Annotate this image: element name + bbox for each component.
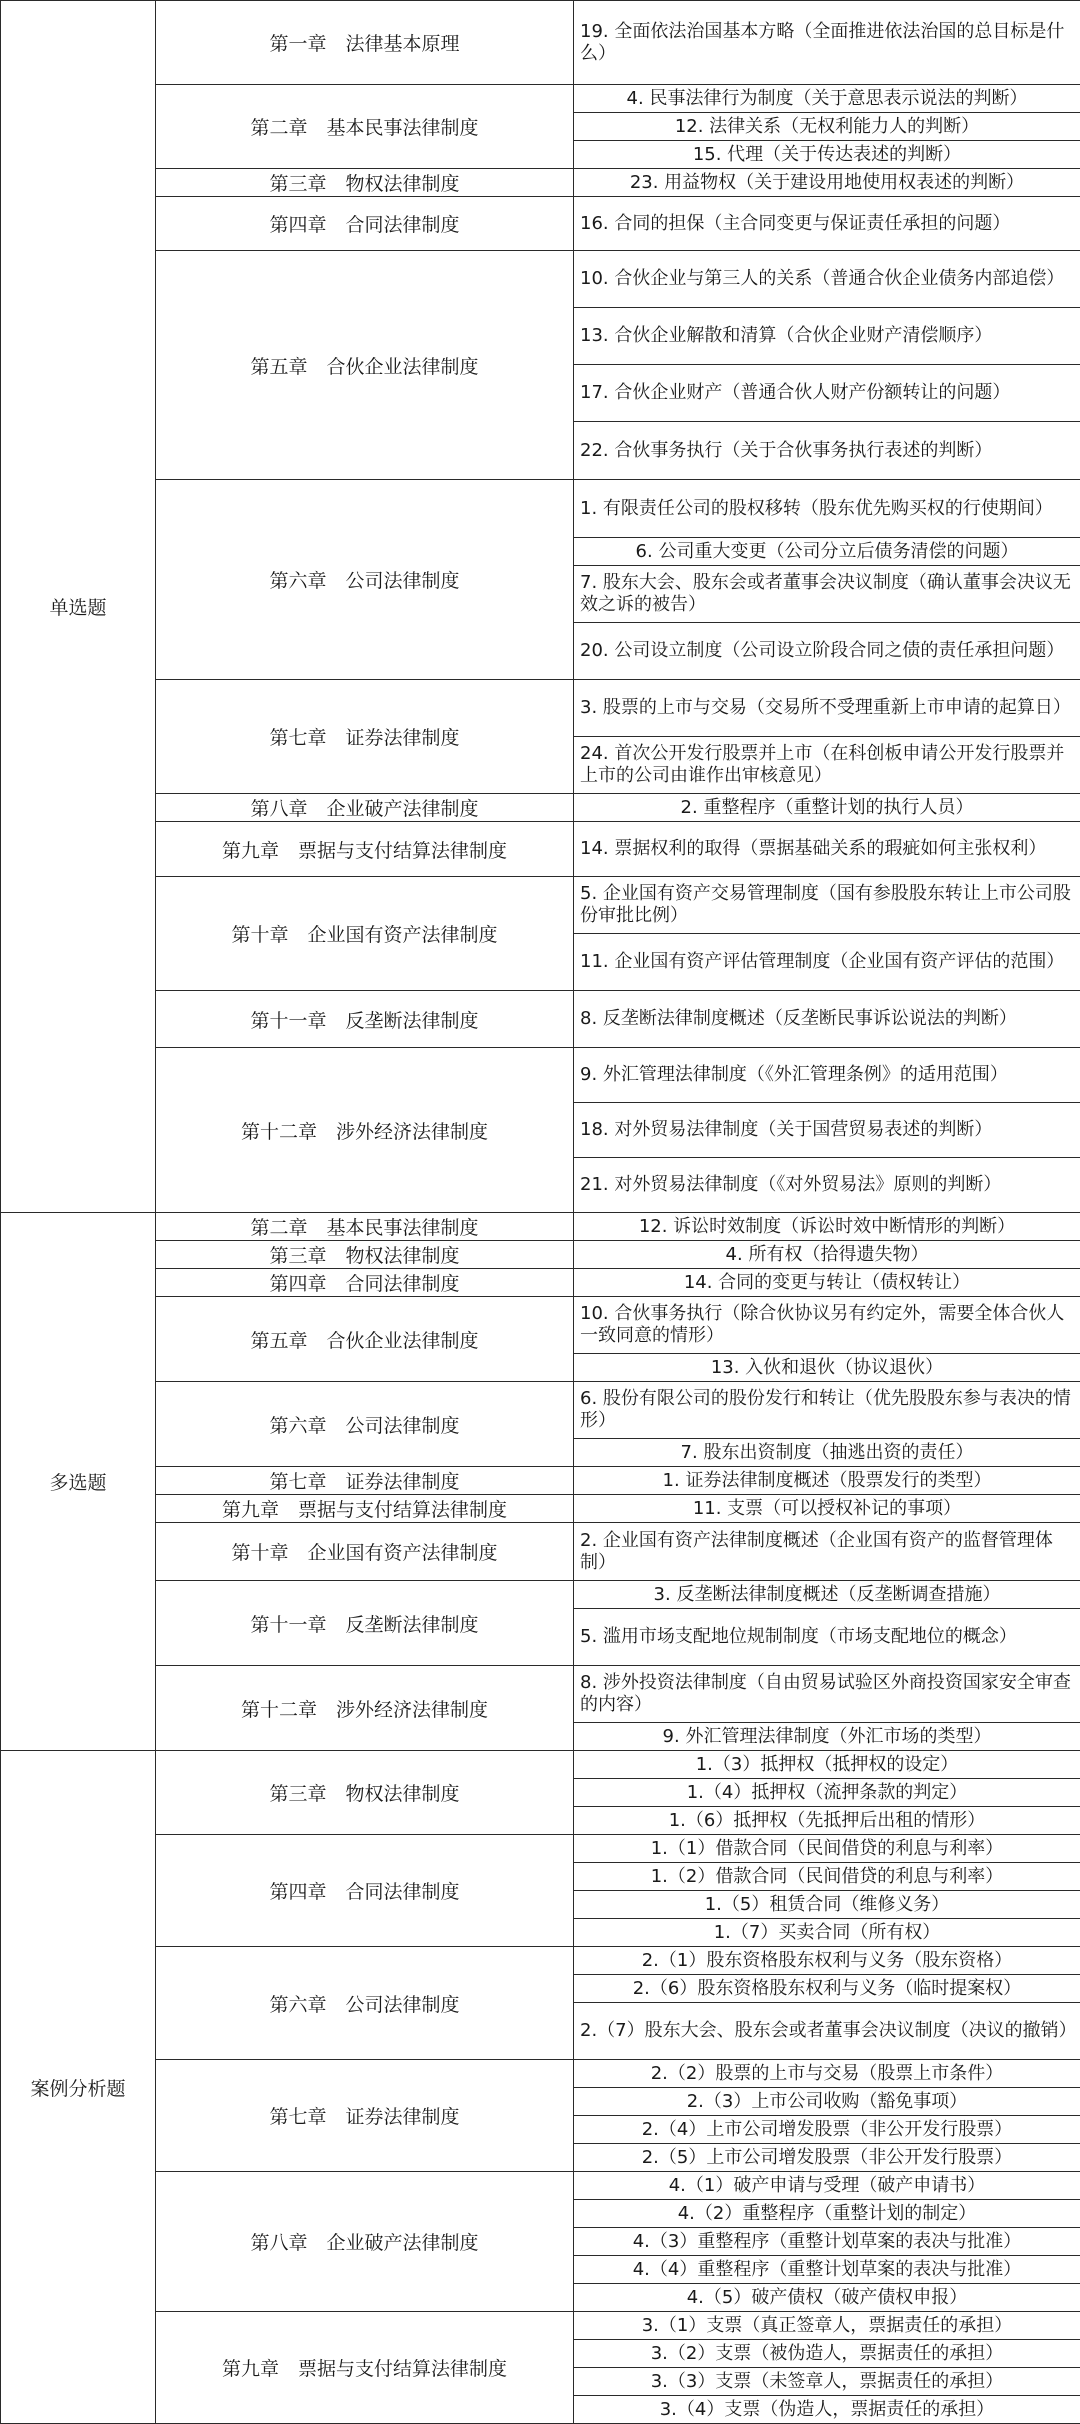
chapter-cell: 第五章 合伙企业法律制度 <box>156 1297 574 1382</box>
table-row <box>1 1 1080 85</box>
table-row <box>1 794 1080 822</box>
table-row <box>1 680 1080 737</box>
chapter-cell: 第七章 证券法律制度 <box>156 680 574 794</box>
chapter-cell: 第一章 法律基本原理 <box>156 1 574 85</box>
table-row <box>1 1269 1080 1297</box>
chapter-cell: 第十二章 涉外经济法律制度 <box>156 1666 574 1751</box>
topic-cell: 14. 合同的变更与转让（债权转让） <box>574 1269 1080 1297</box>
topic-cell: 3. 反垄断法律制度概述（反垄断调查措施） <box>574 1581 1080 1609</box>
chapter-cell: 第九章 票据与支付结算法律制度 <box>156 822 574 877</box>
topic-cell: 2.（7）股东大会、股东会或者董事会决议制度（决议的撤销） <box>574 2003 1080 2060</box>
topic-cell: 2.（4）上市公司增发股票（非公开发行股票） <box>574 2116 1080 2144</box>
chapter-cell: 第三章 物权法律制度 <box>156 169 574 197</box>
topic-cell: 3.（3）支票（未签章人，票据责任的承担） <box>574 2368 1080 2396</box>
topic-cell: 1.（6）抵押权（先抵押后出租的情形） <box>574 1807 1080 1835</box>
topic-cell: 24. 首次公开发行股票并上市（在科创板申请公开发行股票并上市的公司由谁作出审核意见） <box>574 737 1080 794</box>
topic-cell: 4.（5）破产债权（破产债权申报） <box>574 2284 1080 2312</box>
topic-cell: 3.（1）支票（真正签章人，票据责任的承担） <box>574 2312 1080 2340</box>
topic-cell: 3.（4）支票（伪造人，票据责任的承担） <box>574 2396 1080 2424</box>
table-row <box>1 1297 1080 1354</box>
topic-cell: 1. 有限责任公司的股权移转（股东优先购买权的行使期间） <box>574 480 1080 538</box>
topic-cell: 19. 全面依法治国基本方略（全面推进依法治国的总目标是什么） <box>574 1 1080 85</box>
topic-cell: 1.（2）借款合同（民间借贷的利息与利率） <box>574 1863 1080 1891</box>
topic-cell: 9. 外汇管理法律制度（外汇市场的类型） <box>574 1723 1080 1751</box>
chapter-cell: 第四章 合同法律制度 <box>156 1835 574 1947</box>
topic-cell: 3.（2）支票（被伪造人，票据责任的承担） <box>574 2340 1080 2368</box>
chapter-cell: 第三章 物权法律制度 <box>156 1241 574 1269</box>
table-row <box>1 1581 1080 1609</box>
chapter-cell: 第四章 合同法律制度 <box>156 1269 574 1297</box>
topic-cell: 20. 公司设立制度（公司设立阶段合同之债的责任承担问题） <box>574 623 1080 680</box>
chapter-cell: 第六章 公司法律制度 <box>156 480 574 680</box>
topic-cell: 1.（5）租赁合同（维修义务） <box>574 1891 1080 1919</box>
table-row <box>1 251 1080 308</box>
topic-cell: 11. 支票（可以授权补记的事项） <box>574 1495 1080 1523</box>
question-type-cell: 多选题 <box>1 1213 156 1751</box>
table-row <box>1 85 1080 113</box>
topic-cell: 6. 公司重大变更（公司分立后债务清偿的问题） <box>574 538 1080 566</box>
topic-cell: 10. 合伙事务执行（除合伙协议另有约定外，需要全体合伙人一致同意的情形） <box>574 1297 1080 1354</box>
topic-cell: 8. 涉外投资法律制度（自由贸易试验区外商投资国家安全审查的内容） <box>574 1666 1080 1723</box>
table-row <box>1 1213 1080 1241</box>
chapter-cell: 第十一章 反垄断法律制度 <box>156 1581 574 1666</box>
topic-cell: 12. 诉讼时效制度（诉讼时效中断情形的判断） <box>574 1213 1080 1241</box>
topic-cell: 1. 证券法律制度概述（股票发行的类型） <box>574 1467 1080 1495</box>
chapter-cell: 第八章 企业破产法律制度 <box>156 794 574 822</box>
table-row <box>1 1751 1080 1779</box>
topic-cell: 4.（4）重整程序（重整计划草案的表决与批准） <box>574 2256 1080 2284</box>
topic-cell: 10. 合伙企业与第三人的关系（普通合伙企业债务内部追偿） <box>574 251 1080 308</box>
table-row <box>1 2312 1080 2340</box>
topic-cell: 1.（7）买卖合同（所有权） <box>574 1919 1080 1947</box>
topic-cell: 2.（1）股东资格股东权利与义务（股东资格） <box>574 1947 1080 1975</box>
topic-cell: 2.（5）上市公司增发股票（非公开发行股票） <box>574 2144 1080 2172</box>
topic-cell: 4.（2）重整程序（重整计划的制定） <box>574 2200 1080 2228</box>
topic-cell: 23. 用益物权（关于建设用地使用权表述的判断） <box>574 169 1080 197</box>
topic-cell: 9. 外汇管理法律制度（《外汇管理条例》的适用范围） <box>574 1048 1080 1103</box>
topic-cell: 1.（4）抵押权（流押条款的判定） <box>574 1779 1080 1807</box>
exam-topic-table-body <box>1 1 1080 2424</box>
topic-cell: 21. 对外贸易法律制度（《对外贸易法》原则的判断） <box>574 1158 1080 1213</box>
table-row <box>1 1835 1080 1863</box>
chapter-cell: 第二章 基本民事法律制度 <box>156 1213 574 1241</box>
topic-cell: 5. 滥用市场支配地位规制制度（市场支配地位的概念） <box>574 1609 1080 1666</box>
topic-cell: 7. 股东出资制度（抽逃出资的责任） <box>574 1439 1080 1467</box>
topic-cell: 1.（1）借款合同（民间借贷的利息与利率） <box>574 1835 1080 1863</box>
topic-cell: 16. 合同的担保（主合同变更与保证责任承担的问题） <box>574 197 1080 251</box>
table-row <box>1 169 1080 197</box>
topic-cell: 18. 对外贸易法律制度（关于国营贸易表述的判断） <box>574 1103 1080 1158</box>
topic-cell: 7. 股东大会、股东会或者董事会决议制度（确认董事会决议无效之诉的被告） <box>574 566 1080 623</box>
chapter-cell: 第十章 企业国有资产法律制度 <box>156 877 574 991</box>
topic-cell: 13. 入伙和退伙（协议退伙） <box>574 1354 1080 1382</box>
table-row <box>1 1467 1080 1495</box>
topic-cell: 13. 合伙企业解散和清算（合伙企业财产清偿顺序） <box>574 308 1080 365</box>
chapter-cell: 第九章 票据与支付结算法律制度 <box>156 2312 574 2424</box>
topic-cell: 2.（2）股票的上市与交易（股票上市条件） <box>574 2060 1080 2088</box>
chapter-cell: 第二章 基本民事法律制度 <box>156 85 574 169</box>
topic-cell: 22. 合伙事务执行（关于合伙事务执行表述的判断） <box>574 422 1080 480</box>
table-row <box>1 1495 1080 1523</box>
chapter-cell: 第五章 合伙企业法律制度 <box>156 251 574 480</box>
topic-cell: 5. 企业国有资产交易管理制度（国有参股股东转让上市公司股份审批比例） <box>574 877 1080 934</box>
question-type-cell: 单选题 <box>1 1 156 1213</box>
topic-cell: 3. 股票的上市与交易（交易所不受理重新上市申请的起算日） <box>574 680 1080 737</box>
table-row <box>1 991 1080 1048</box>
chapter-cell: 第八章 企业破产法律制度 <box>156 2172 574 2312</box>
topic-cell: 4.（3）重整程序（重整计划草案的表决与批准） <box>574 2228 1080 2256</box>
topic-cell: 12. 法律关系（无权利能力人的判断） <box>574 113 1080 141</box>
topic-cell: 2. 企业国有资产法律制度概述（企业国有资产的监督管理体制） <box>574 1523 1080 1581</box>
chapter-cell: 第十章 企业国有资产法律制度 <box>156 1523 574 1581</box>
topic-cell: 8. 反垄断法律制度概述（反垄断民事诉讼说法的判断） <box>574 991 1080 1048</box>
chapter-cell: 第六章 公司法律制度 <box>156 1947 574 2060</box>
table-row <box>1 877 1080 934</box>
table-row <box>1 2172 1080 2200</box>
topic-cell: 4. 所有权（拾得遗失物） <box>574 1241 1080 1269</box>
chapter-cell: 第十一章 反垄断法律制度 <box>156 991 574 1048</box>
topic-cell: 1.（3）抵押权（抵押权的设定） <box>574 1751 1080 1779</box>
topic-cell: 2.（6）股东资格股东权利与义务（临时提案权） <box>574 1975 1080 2003</box>
question-type-cell: 案例分析题 <box>1 1751 156 2424</box>
topic-cell: 2. 重整程序（重整计划的执行人员） <box>574 794 1080 822</box>
table-row <box>1 822 1080 877</box>
chapter-cell: 第七章 证券法律制度 <box>156 2060 574 2172</box>
table-row <box>1 1523 1080 1581</box>
topic-cell: 11. 企业国有资产评估管理制度（企业国有资产评估的范围） <box>574 934 1080 991</box>
topic-cell: 15. 代理（关于传达表述的判断） <box>574 141 1080 169</box>
table-row <box>1 1666 1080 1723</box>
table-row <box>1 1947 1080 1975</box>
topic-cell: 4.（1）破产申请与受理（破产申请书） <box>574 2172 1080 2200</box>
chapter-cell: 第六章 公司法律制度 <box>156 1382 574 1467</box>
table-row <box>1 1382 1080 1439</box>
topic-cell: 4. 民事法律行为制度（关于意思表示说法的判断） <box>574 85 1080 113</box>
table-row <box>1 480 1080 538</box>
chapter-cell: 第七章 证券法律制度 <box>156 1467 574 1495</box>
topic-cell: 17. 合伙企业财产（普通合伙人财产份额转让的问题） <box>574 365 1080 422</box>
table-row <box>1 1048 1080 1103</box>
chapter-cell: 第十二章 涉外经济法律制度 <box>156 1048 574 1213</box>
chapter-cell: 第四章 合同法律制度 <box>156 197 574 251</box>
topic-cell: 6. 股份有限公司的股份发行和转让（优先股股东参与表决的情形） <box>574 1382 1080 1439</box>
table-row <box>1 1241 1080 1269</box>
chapter-cell: 第九章 票据与支付结算法律制度 <box>156 1495 574 1523</box>
table-row <box>1 197 1080 251</box>
topic-cell: 14. 票据权利的取得（票据基础关系的瑕疵如何主张权利） <box>574 822 1080 877</box>
topic-cell: 2.（3）上市公司收购（豁免事项） <box>574 2088 1080 2116</box>
chapter-cell: 第三章 物权法律制度 <box>156 1751 574 1835</box>
table-row <box>1 2060 1080 2088</box>
